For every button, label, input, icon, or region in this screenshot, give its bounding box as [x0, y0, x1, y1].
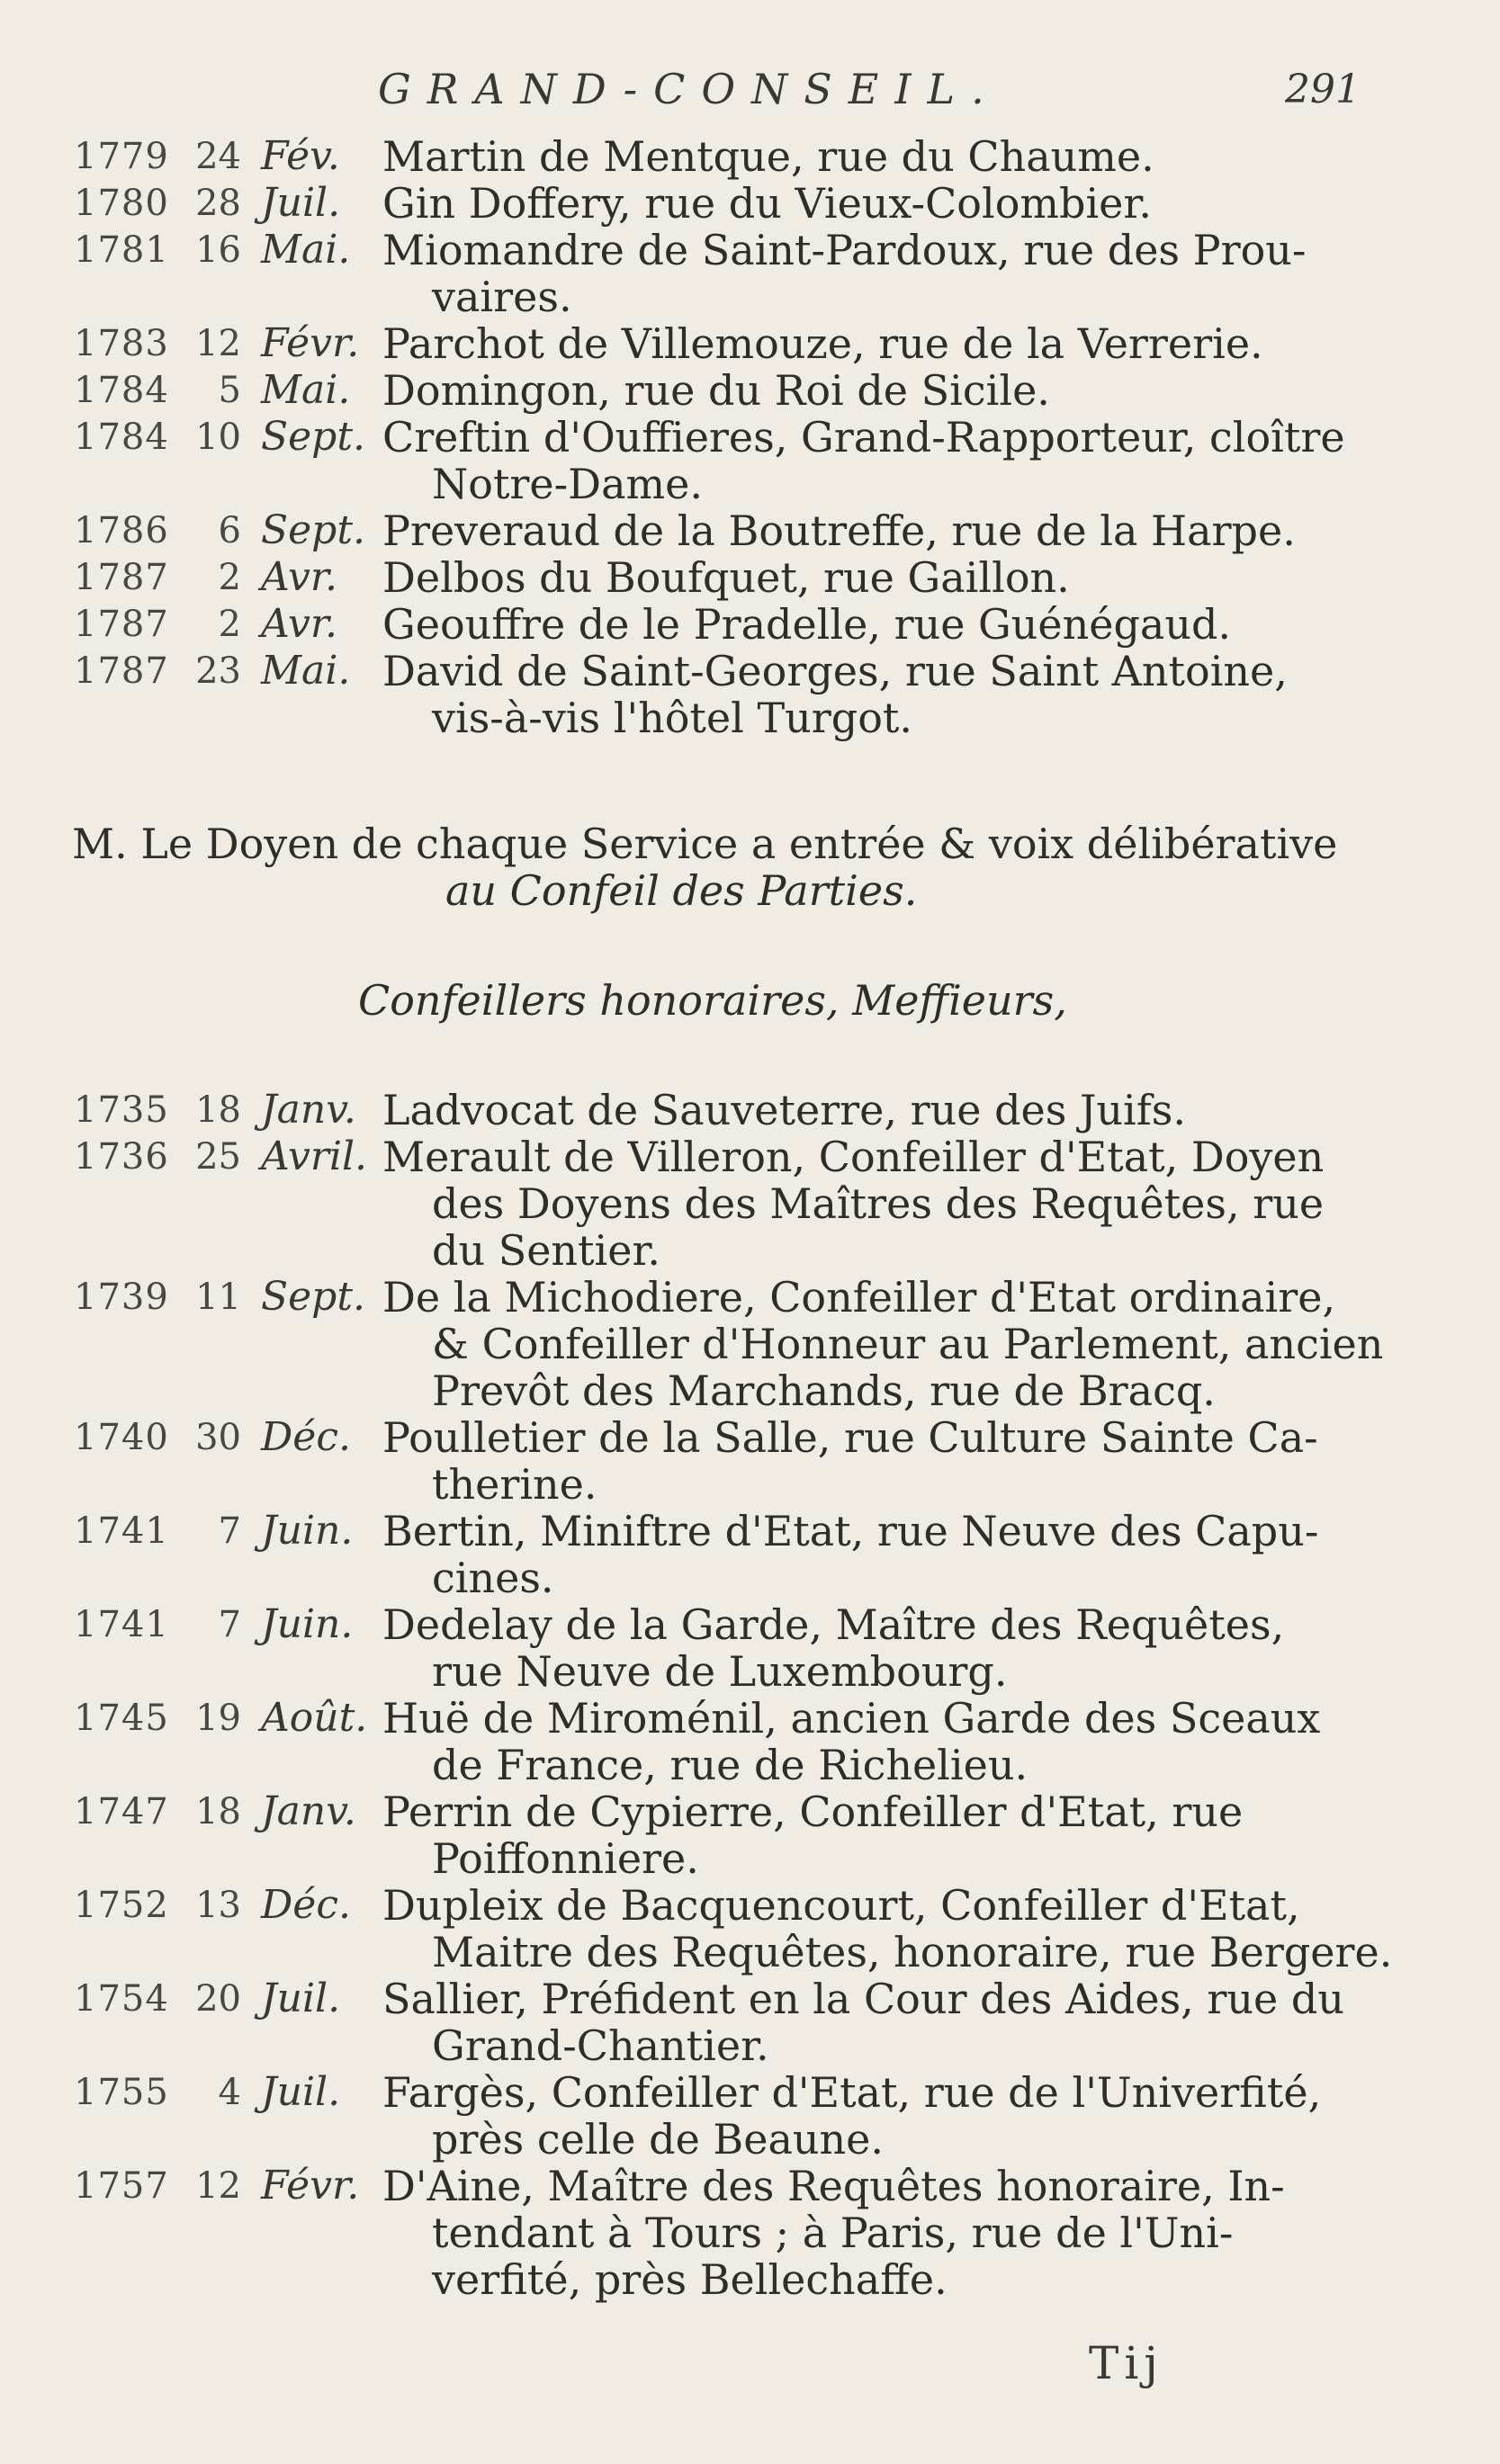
entry-year: 1784 — [74, 370, 169, 411]
entry-row — [0, 648, 1500, 741]
entry-text: Delbos du Boufquet, rue Gaillon. — [382, 553, 1070, 602]
page-number: 291 — [1285, 67, 1361, 112]
entry-row — [0, 367, 1500, 414]
entry-day: 18 — [195, 1791, 241, 1832]
entry-continuation: vaires. — [432, 273, 572, 321]
entry-month: Juil. — [261, 1976, 341, 2021]
entry-month: Janv. — [261, 1087, 356, 1133]
entry-row — [0, 1601, 1500, 1695]
doyen-note — [72, 820, 1386, 914]
entry-continuation: Maitre des Requêtes, honoraire, rue Bergere. — [432, 1928, 1393, 1976]
doyen-note-line-2: au Confeil des Parties. — [445, 866, 918, 915]
entry-row — [0, 1695, 1500, 1788]
entry-continuation: de France, rue de Richelieu. — [432, 1741, 1028, 1789]
entry-year: 1787 — [74, 650, 169, 692]
entry-continuation: cines. — [432, 1554, 554, 1602]
entry-continuation: vis-à-vis l'hôtel Turgot. — [432, 694, 913, 742]
entry-month: Avr. — [261, 601, 338, 647]
entry-month: Mai. — [261, 227, 351, 273]
entry-text: Gin Doffery, rue du Vieux-Colombier. — [382, 179, 1152, 228]
entry-text: Domingon, rue du Roi de Sicile. — [382, 366, 1050, 415]
entry-month: Août. — [261, 1695, 368, 1741]
entry-row — [0, 2163, 1500, 2303]
entry-row — [0, 1087, 1500, 1133]
entry-continuation: près celle de Beaune. — [432, 2115, 884, 2164]
entry-month: Juil. — [261, 2069, 341, 2115]
entry-year: 1741 — [74, 1510, 169, 1552]
signature-mark: Tij — [1089, 2337, 1163, 2389]
entry-month: Avril. — [261, 1133, 368, 1179]
entry-day: 23 — [195, 650, 241, 692]
entry-row — [0, 1788, 1500, 1882]
entry-row — [0, 1274, 1500, 1414]
entry-month: Avr. — [261, 554, 338, 600]
entry-text: Bertin, Miniftre d'Etat, rue Neuve des Capu- — [382, 1507, 1319, 1555]
entry-month: Juil. — [261, 180, 341, 226]
entry-day: 30 — [195, 1417, 241, 1458]
entry-month: Fév. — [261, 133, 340, 179]
entry-text: Miomandre de Saint-Pardoux, rue des Prou- — [382, 226, 1307, 274]
entry-day: 12 — [195, 2165, 241, 2207]
entry-text: Geouffre de le Pradelle, rue Guénégaud. — [382, 600, 1232, 649]
entry-year: 1755 — [74, 2072, 169, 2113]
entry-continuation: Notre-Dame. — [432, 460, 703, 508]
entry-month: Juin. — [261, 1601, 354, 1647]
entry-continuation: du Sentier. — [432, 1226, 661, 1275]
entry-row — [0, 554, 1500, 601]
entry-continuation: & Confeiller d'Honneur au Parlement, ancien — [432, 1320, 1384, 1368]
entry-day: 12 — [195, 323, 241, 364]
entry-day: 28 — [195, 183, 241, 224]
entry-row — [0, 227, 1500, 320]
entry-continuation: Prevôt des Marchands, rue de Bracq. — [432, 1366, 1216, 1415]
entry-month: Juin. — [261, 1508, 354, 1554]
entry-month: Janv. — [261, 1788, 356, 1834]
entry-row — [0, 1882, 1500, 1976]
entry-day: 20 — [195, 1978, 241, 2020]
entry-continuation: Grand-Chantier. — [432, 2021, 769, 2070]
entry-year: 1783 — [74, 323, 169, 364]
entry-year: 1740 — [74, 1417, 169, 1458]
entry-day: 24 — [195, 136, 241, 177]
entry-year: 1781 — [74, 229, 169, 271]
entry-text: Poulletier de la Salle, rue Culture Sainte Ca- — [382, 1413, 1318, 1462]
entry-year: 1741 — [74, 1604, 169, 1645]
entry-row — [0, 180, 1500, 227]
entry-day: 10 — [195, 417, 241, 458]
entry-day: 5 — [218, 370, 241, 411]
entry-year: 1786 — [74, 510, 169, 551]
entry-year: 1780 — [74, 183, 169, 224]
entry-day: 16 — [195, 229, 241, 271]
entry-year: 1735 — [74, 1089, 169, 1131]
entry-text: Martin de Mentque, rue du Chaume. — [382, 132, 1154, 181]
entry-text: Sallier, Préfident en la Cour des Aides, rue du — [382, 1975, 1344, 2023]
entry-row — [0, 2069, 1500, 2163]
entry-year: 1779 — [74, 136, 169, 177]
running-head: GRAND-CONSEIL. — [378, 65, 1001, 113]
entry-day: 18 — [195, 1089, 241, 1131]
entries-list-honoraires — [0, 1087, 1500, 2303]
entry-day: 2 — [218, 604, 241, 645]
entry-month: Sept. — [261, 1274, 366, 1320]
entry-text: Dupleix de Bacquencourt, Confeiller d'Etat, — [382, 1881, 1300, 1930]
entry-row — [0, 601, 1500, 648]
entry-month: Sept. — [261, 507, 366, 553]
entry-day: 2 — [218, 557, 241, 598]
entry-continuation: verfité, près Bellechaffe. — [432, 2255, 948, 2304]
entry-text: De la Michodiere, Confeiller d'Etat ordinaire, — [382, 1273, 1336, 1322]
entry-day: 25 — [195, 1136, 241, 1178]
entry-row — [0, 1508, 1500, 1601]
section-title: Confeillers honoraires, Meffieurs, — [358, 976, 1067, 1025]
entry-continuation: therine. — [432, 1460, 597, 1509]
entry-row — [0, 133, 1500, 180]
entry-text: Creftin d'Ouffieres, Grand-Rapporteur, cloître — [382, 413, 1345, 461]
entry-year: 1752 — [74, 1885, 169, 1926]
entry-day: 7 — [218, 1510, 241, 1552]
entry-row — [0, 414, 1500, 507]
entry-text: Perrin de Cypierre, Confeiller d'Etat, rue — [382, 1788, 1244, 1836]
entry-row — [0, 320, 1500, 367]
entry-continuation: rue Neuve de Luxembourg. — [432, 1647, 1008, 1696]
entry-text: Preveraud de la Boutreffe, rue de la Harpe. — [382, 506, 1296, 555]
entry-text: Parchot de Villemouze, rue de la Verrerie. — [382, 319, 1263, 368]
entry-month: Mai. — [261, 367, 351, 413]
entry-text: Huë de Miroménil, ancien Garde des Sceaux — [382, 1694, 1321, 1743]
entry-text: Dedelay de la Garde, Maître des Requêtes, — [382, 1600, 1285, 1649]
entry-year: 1739 — [74, 1277, 169, 1318]
entry-row — [0, 507, 1500, 554]
entry-day: 4 — [218, 2072, 241, 2113]
entry-continuation: tendant à Tours ; à Paris, rue de l'Uni- — [432, 2209, 1234, 2257]
entry-row — [0, 1133, 1500, 1274]
doyen-note-line-1: M. Le Doyen de chaque Service a entrée & voix délibérative — [72, 820, 1338, 868]
entry-year: 1784 — [74, 417, 169, 458]
entry-month: Sept. — [261, 414, 366, 460]
entry-year: 1754 — [74, 1978, 169, 2020]
entry-month: Déc. — [261, 1882, 351, 1928]
entry-year: 1787 — [74, 604, 169, 645]
entry-continuation: Poiffonniere. — [432, 1834, 699, 1883]
entry-day: 13 — [195, 1885, 241, 1926]
entry-day: 19 — [195, 1698, 241, 1739]
entry-text: Ladvocat de Sauveterre, rue des Juifs. — [382, 1086, 1187, 1134]
entry-text: Merault de Villeron, Confeiller d'Etat, Doyen — [382, 1133, 1325, 1181]
entry-month: Déc. — [261, 1414, 351, 1460]
entry-row — [0, 1414, 1500, 1508]
entry-text: David de Saint-Georges, rue Saint Antoine, — [382, 647, 1288, 695]
entry-text: D'Aine, Maître des Requêtes honoraire, In- — [382, 2162, 1285, 2210]
entry-year: 1787 — [74, 557, 169, 598]
entry-day: 6 — [218, 510, 241, 551]
entry-year: 1745 — [74, 1698, 169, 1739]
entry-year: 1747 — [74, 1791, 169, 1832]
entry-day: 11 — [195, 1277, 241, 1318]
entry-month: Févr. — [261, 2163, 360, 2209]
entry-day: 7 — [218, 1604, 241, 1645]
entry-year: 1736 — [74, 1136, 169, 1178]
entry-continuation: des Doyens des Maîtres des Requêtes, rue — [432, 1179, 1325, 1228]
entry-row — [0, 1976, 1500, 2069]
entry-text: Fargès, Confeiller d'Etat, rue de l'Univerfité, — [382, 2068, 1322, 2117]
entry-year: 1757 — [74, 2165, 169, 2207]
entries-list-conseillers — [0, 133, 1500, 741]
entry-month: Févr. — [261, 320, 360, 366]
entry-month: Mai. — [261, 648, 351, 694]
